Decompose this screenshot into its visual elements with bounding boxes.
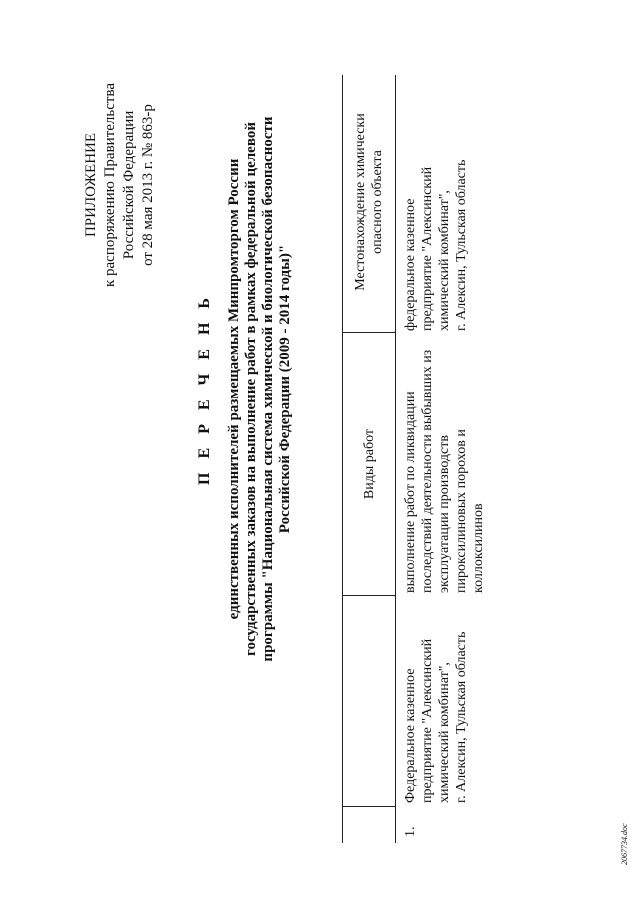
header-location-cell: [343, 72, 395, 333]
appendix-line-1: к распоряжению Правительства: [102, 83, 118, 288]
header-works-cell: [343, 333, 395, 596]
works-line-2: последствий деятельности выбывших из: [420, 349, 435, 593]
contractor-line-4: г. Алексин, Тульская область: [454, 631, 469, 803]
appendix-line-2: Российской Федерации: [121, 110, 137, 260]
works-line-3: эксплуатации производств: [437, 435, 452, 593]
header-works-label: Виды работ: [361, 428, 377, 500]
location-line-1: федеральное казенное: [403, 198, 418, 331]
header-location-line-2: опасного объекта: [370, 150, 385, 254]
document-title: П Е Р Е Ч Е Н Ь: [196, 293, 213, 485]
row-location: [402, 75, 470, 335]
appendix-title: ПРИЛОЖЕНИЕ: [83, 132, 99, 238]
document-heading: [196, 109, 294, 669]
table-header-row: [342, 75, 396, 843]
appendix-block: [82, 5, 158, 365]
location-line-3: химический комбинат",: [437, 190, 452, 331]
header-num-cell: [343, 807, 395, 843]
contractor-line-1: Федеральное казенное: [403, 668, 418, 803]
location-line-2: предприятие "Алексинский: [420, 166, 435, 331]
row-works: [402, 335, 487, 597]
contractors-table: [342, 75, 487, 843]
works-line-1: выполнение работ по ликвидации: [403, 391, 418, 593]
appendix-line-3: от 28 мая 2013 г. № 863-р: [140, 104, 156, 266]
heading-line-4: Российской Федерации (2009 - 2014 годы)": [277, 244, 293, 534]
heading-line-2: государственных заказов на выполнение работ в рамках федеральной целевой: [243, 122, 259, 656]
location-line-4: г. Алексин, Тульская область: [454, 159, 469, 331]
contractor-line-3: химический комбинат",: [437, 662, 452, 803]
table-row: [396, 75, 487, 843]
heading-line-1: единственных исполнителей размещаемых Минпромторгом России: [226, 158, 242, 620]
row-contractor-name: [402, 597, 470, 807]
works-line-4: пироксилиновых порохов и: [454, 429, 469, 593]
header-location-line-1: Местонахождение химически: [353, 113, 368, 291]
heading-line-3: программы "Национальная система химической и биологической безопасности: [260, 116, 276, 662]
works-line-5: коллоксилинов: [471, 503, 486, 593]
contractor-line-2: предприятие "Алексинский: [420, 638, 435, 803]
document-file-reference: 2067734.doc: [620, 823, 629, 865]
row-number: 1.: [403, 826, 418, 837]
header-name-cell: [343, 596, 395, 807]
